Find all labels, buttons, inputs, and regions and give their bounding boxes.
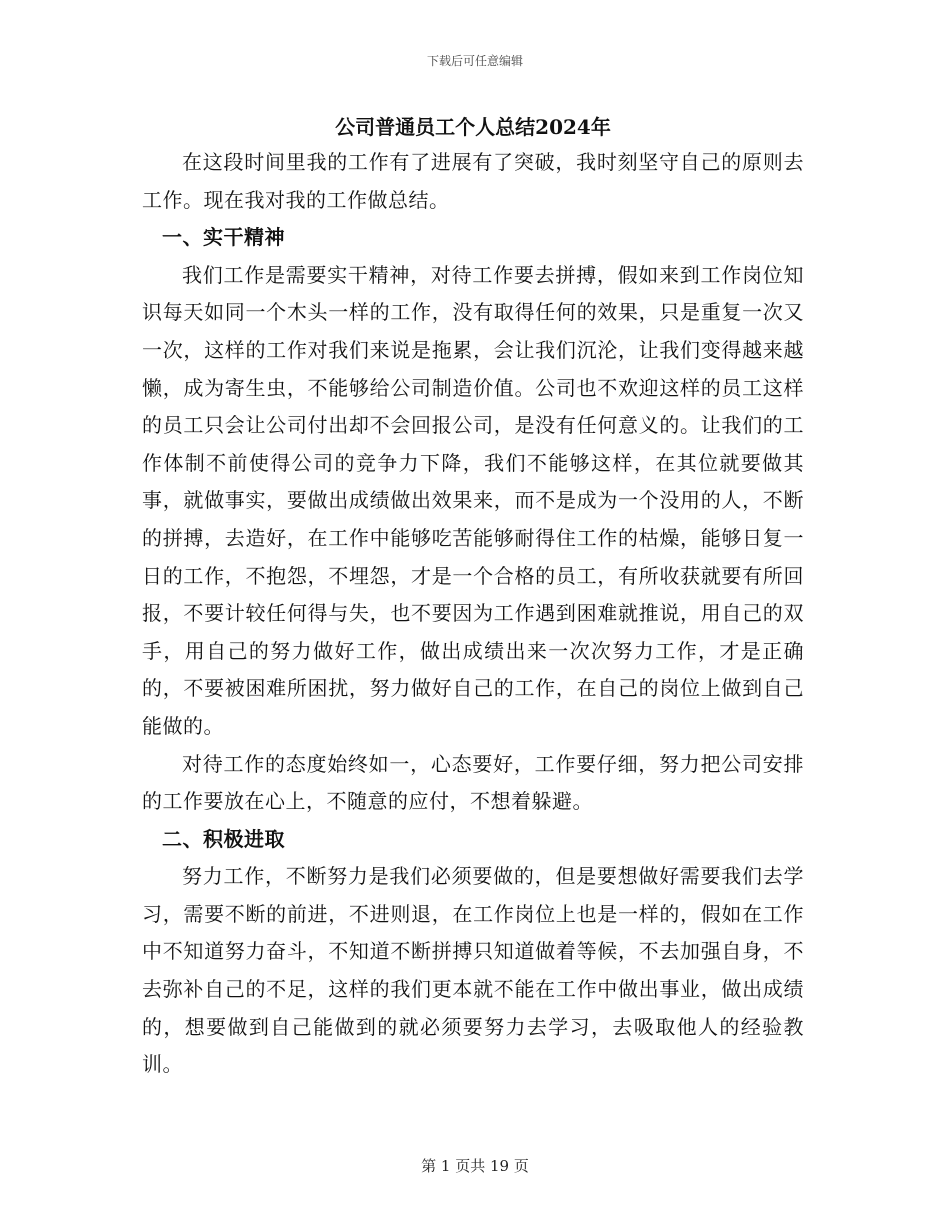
section2-paragraph-1: 努力工作，不断努力是我们必须要做的，但是要想做好需要我们去学习，需要不断的前进，不进则退，在工作岗位上也是一样的，假如在工作中不知道努力奋斗，不知道不断拼搏只知道做着等候，不去加强自身，不去弥补自己的不足，这样的我们更本就不能在工作中做出事业，做出成绩的，想要做到自己能做到的就必须要努力去学习，去吸取他人的经验教训。: [142, 864, 804, 1077]
page-number: 第 1 页共 19 页: [421, 1157, 529, 1175]
section1-paragraph-1: 我们工作是需要实干精神，对待工作要去拼搏，假如来到工作岗位知识每天如同一个木头一样的工作，没有取得任何的效果，只是重复一次又一次，这样的工作对我们来说是拖累，会让我们沉沦，让我们变得越来越懒，成为寄生虫，不能够给公司制造价值。公司也不欢迎这样的员工这样的员工只会让公司付出却不会回报公司，是没有任何意义的。让我们的工作体制不前使得公司的竞争力下降，我们不能够这样，在其位就要做其事，就做事实，要做出成绩做出效果来，而不是成为一个没用的人，不断的拼搏，去造好，在工作中能够吃苦能够耐得住工作的枯燥，能够日复一日的工作，不抱怨，不埋怨，才是一个合格的员工，有所收获就要有所回报，不要计较任何得与失，也不要因为工作遇到困难就推说，用自己的双手，用自己的努力做好工作，做出成绩出来一次次努力工作，才是正确的，不要被困难所困扰，努力做好自己的工作，在自己的岗位上做到自己能做的。: [142, 262, 804, 738]
page-header-note: 下载后可任意编辑: [426, 54, 523, 68]
document-title: 公司普通员工个人总结2024年: [335, 115, 611, 139]
section-heading-proactive: 二、积极进取: [162, 826, 285, 851]
section-heading-practical-spirit: 一、实干精神: [162, 225, 285, 250]
intro-paragraph: 在这段时间里我的工作有了进展有了突破，我时刻坚守自己的原则去工作。现在我对我的工作做总结。: [142, 150, 804, 212]
document-body: [142, 112, 804, 1084]
section1-paragraph-2: 对待工作的态度始终如一，心态要好，工作要仔细，努力把公司安排的工作要放在心上，不随意的应付，不想着躲避。: [142, 751, 804, 814]
